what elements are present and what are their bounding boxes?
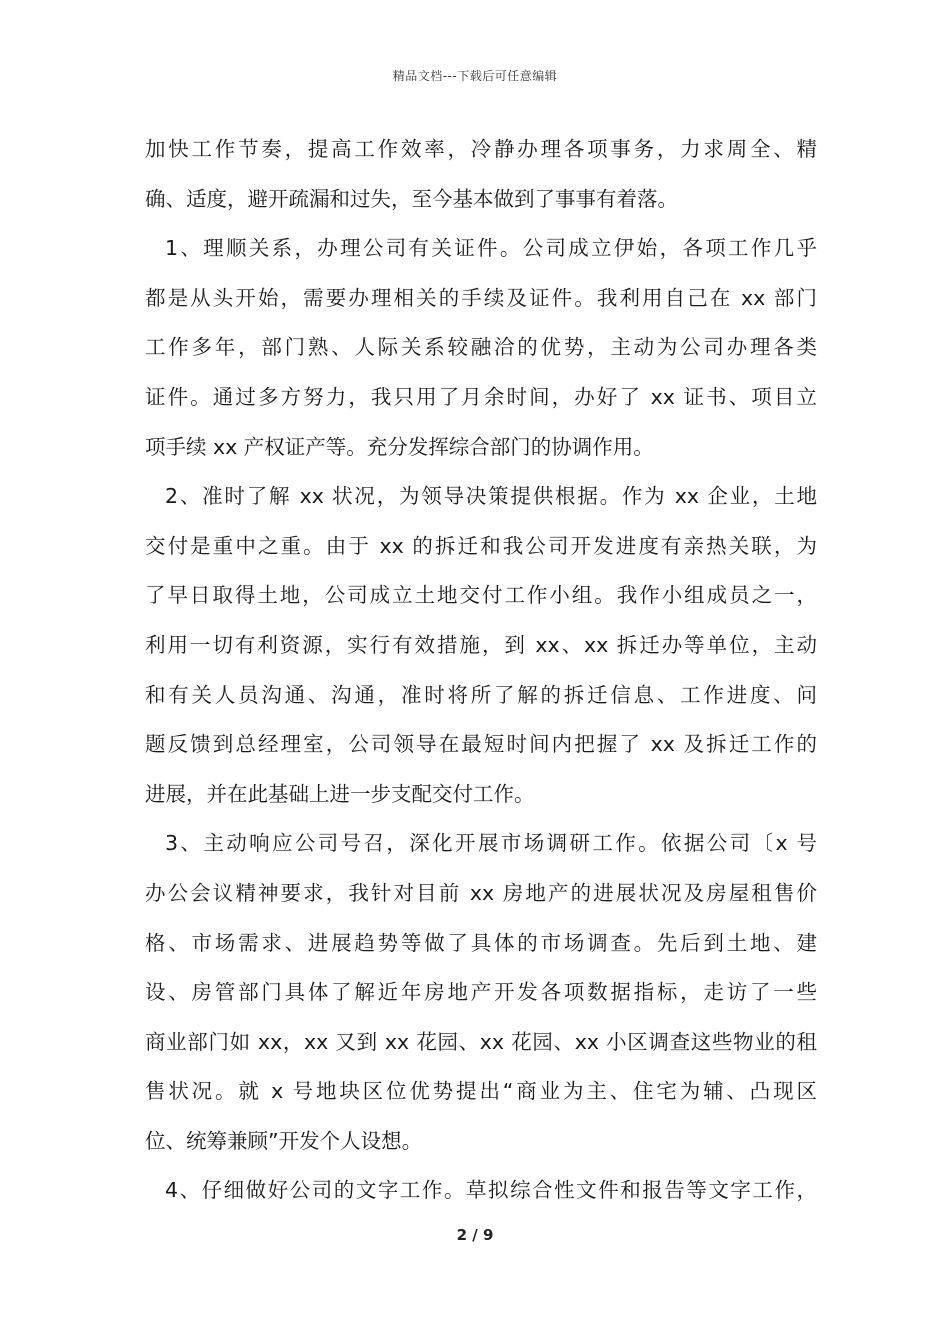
- text-line: 设、房管部门具体了解近年房地产开发各项数据指标，走访了一些: [145, 980, 817, 1005]
- text-line: 1、理顺关系，办理公司有关证件。公司成立伊始，各项工作几乎: [165, 236, 817, 261]
- text-line: 利用一切有利资源，实行有效措施，到 xx、xx 拆迁办等单位，主动: [145, 632, 817, 657]
- text-line: 确、适度，避开疏漏和过失，至今基本做到了事事有着落。: [145, 186, 678, 211]
- text-line: 工作多年，部门熟、人际关系较融洽的优势，主动为公司办理各类: [145, 335, 817, 360]
- text-line: 格、市场需求、进展趋势等做了具体的市场调查。先后到土地、建: [145, 930, 817, 955]
- text-line: 办公会议精神要求，我针对目前 xx 房地产的进展状况及房屋租售价: [145, 880, 817, 905]
- document-header-note: 精品文档---下载后可任意编辑: [392, 69, 558, 83]
- text-line: 项手续 xx 产权证产等。充分发挥综合部门的协调作用。: [145, 434, 654, 459]
- text-line: 和有关人员沟通、沟通，准时将所了解的拆迁信息、工作进度、问: [145, 682, 817, 707]
- text-line: 题反馈到总经理室，公司领导在最短时间内把握了 xx 及拆迁工作的: [145, 732, 817, 757]
- text-line: 了早日取得土地，公司成立土地交付工作小组。我作小组成员之一，: [145, 583, 817, 608]
- document-body: [145, 125, 817, 1216]
- text-line: 证件。通过多方努力，我只用了月余时间，办好了 xx 证书、项目立: [145, 384, 817, 409]
- text-line: 3、主动响应公司号召，深化开展市场调研工作。依据公司〔x 号: [165, 831, 817, 856]
- text-line: 进展，并在此基础上进一步支配交付工作。: [145, 781, 535, 806]
- text-line: 位、统筹兼顾”开发个人设想。: [145, 1128, 423, 1153]
- text-line: 交付是重中之重。由于 xx 的拆迁和我公司开发进度有亲热关联，为: [145, 533, 817, 558]
- text-line: 2、准时了解 xx 状况，为领导决策提供根据。作为 xx 企业，土地: [165, 484, 817, 509]
- text-line: 售状况。就 x 号地块区位优势提出“商业为主、住宅为辅、凸现区: [145, 1079, 817, 1104]
- page-number: 2 / 9: [456, 1226, 494, 1244]
- text-line: 4、仔细做好公司的文字工作。草拟综合性文件和报告等文字工作，: [165, 1178, 817, 1203]
- text-line: 都是从头开始，需要办理相关的手续及证件。我利用自己在 xx 部门: [145, 285, 817, 310]
- text-line: 商业部门如 xx，xx 又到 xx 花园、xx 花园、xx 小区调查这些物业的租: [145, 1029, 817, 1054]
- text-line: 加快工作节奏，提高工作效率，冷静办理各项事务，力求周全、精: [145, 137, 817, 161]
